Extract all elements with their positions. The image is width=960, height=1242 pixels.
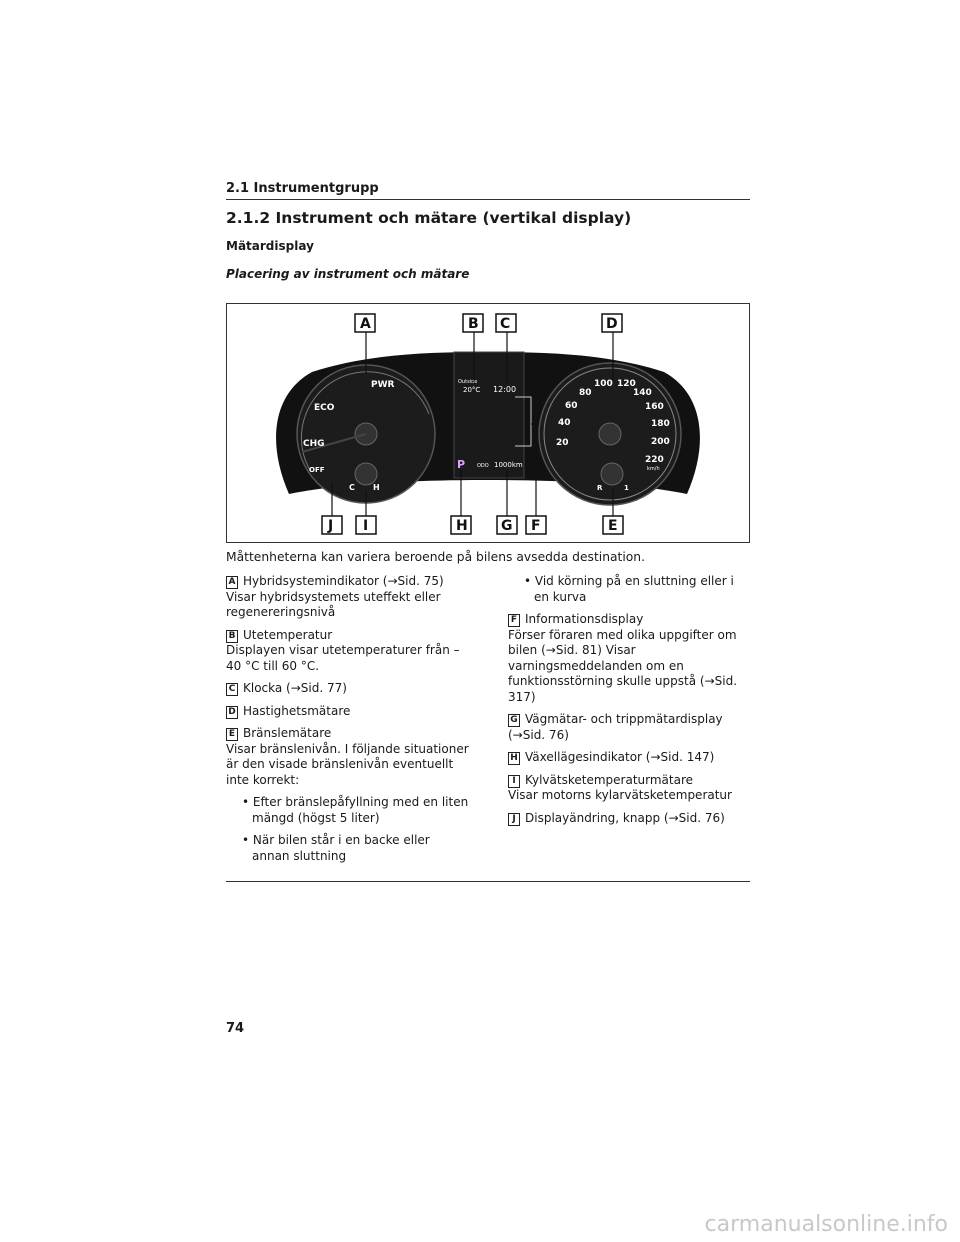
speed-tick-100: 100 [594, 379, 613, 389]
item-E-bullet-3: • Vid körning på en sluttning eller i en kurva [524, 574, 734, 604]
item-G-title: Vägmätar- och trippmätardisplay (→Sid. 76) [508, 712, 723, 742]
left-column [226, 574, 470, 871]
odo-value: 1000km [494, 461, 523, 469]
item-J-title: Displayändring, knapp (→Sid. 76) [525, 810, 725, 825]
label-C [496, 314, 516, 332]
item-A-desc: Visar hybridsystemets uteffekt eller regenereringsnivå [226, 589, 441, 619]
pwr-label: PWR [371, 380, 395, 390]
clock-display: 12:00 [493, 385, 517, 394]
speed-tick-160: 160 [645, 402, 664, 412]
section-heading: 2.1 Instrumentgrupp [226, 181, 379, 196]
outside-label: Outside [458, 379, 478, 385]
fuel-one-label: 1 [624, 484, 629, 492]
label-F [526, 516, 546, 534]
odo-label: ODO [477, 463, 489, 469]
item-E-desc: Visar bränslenivån. I följande situationer är den visade bränslenivån eventuellt inte korrekt: [226, 741, 469, 787]
item-J [508, 811, 750, 827]
label-D [602, 314, 622, 332]
label-G [497, 516, 517, 534]
page-title: 2.1.2 Instrument och mätare (vertikal display) [226, 209, 632, 227]
label-H [451, 516, 471, 534]
item-E [226, 726, 470, 788]
badge-J: J [508, 813, 520, 826]
item-G [508, 712, 750, 743]
figure-caption: Placering av instrument och mätare [226, 267, 470, 281]
item-B [226, 628, 470, 675]
right-column [508, 574, 750, 833]
instrument-cluster-illustration [227, 304, 749, 542]
speed-tick-40: 40 [558, 418, 571, 428]
badge-G: G [508, 714, 520, 727]
item-A-title: Hybridsystemindikator (→Sid. 75) [243, 574, 444, 588]
outside-temp: 20°C [463, 386, 481, 394]
gear-indicator: P [457, 458, 466, 471]
item-F-desc: Förser föraren med olika uppgifter om bilen (→Sid. 81) Visar varningsmeddelanden om en funktionsstörning skulle uppstå (→Sid. 317) [508, 627, 738, 704]
speed-tick-220: 220 [645, 455, 664, 465]
item-I [508, 773, 750, 804]
bottom-rule [226, 881, 750, 882]
svg-text:E: E [608, 518, 618, 534]
fuel-r-label: R [597, 484, 603, 492]
svg-text:C: C [500, 316, 511, 332]
speed-tick-180: 180 [651, 419, 670, 429]
item-D-title: Hastighetsmätare [243, 703, 351, 718]
speed-tick-140: 140 [633, 388, 652, 398]
label-J [322, 516, 342, 534]
svg-text:J: J [328, 518, 334, 534]
svg-text:A: A [360, 316, 371, 332]
label-B [463, 314, 483, 332]
item-H [508, 750, 750, 766]
chg-label: CHG [303, 439, 325, 449]
item-E-title: Bränslemätare [243, 726, 332, 740]
eco-label: ECO [314, 403, 335, 413]
item-B-desc: Displayen visar utetemperaturer från –40 °C till 60 °C. [226, 643, 460, 673]
cold-label: C [349, 483, 355, 492]
item-E-bullet-2: • När bilen står i en backe eller annan sluttning [242, 833, 430, 863]
label-A [355, 314, 375, 332]
speed-tick-60: 60 [565, 401, 578, 411]
badge-A: A [226, 576, 238, 589]
item-C-title: Klocka (→Sid. 77) [243, 681, 347, 695]
item-I-title: Kylvätsketemperaturmätare [525, 772, 693, 787]
svg-text:I: I [363, 518, 369, 534]
badge-C: C [226, 683, 238, 696]
label-E [603, 516, 623, 534]
item-A [226, 574, 470, 621]
item-F-title: Informationsdisplay [525, 612, 644, 626]
item-C [226, 681, 470, 697]
item-E-bullet-1: • Efter bränslepåfyllning med en liten mängd (högst 5 liter) [242, 795, 469, 825]
section-rule [226, 199, 750, 200]
badge-D: D [226, 706, 238, 719]
page-number: 74 [226, 1021, 245, 1036]
hot-label: H [373, 483, 380, 492]
speedometer-hub [599, 423, 621, 445]
watermark: carmanualsonline.info [704, 1212, 948, 1237]
fuel-gauge-hub [601, 463, 623, 485]
subheading: Mätardisplay [226, 239, 314, 253]
svg-text:F: F [531, 518, 541, 534]
item-H-title: Växellägesindikator (→Sid. 147) [525, 750, 715, 764]
item-B-title: Utetemperatur [243, 627, 333, 642]
speed-tick-20: 20 [556, 438, 569, 448]
badge-F: F [508, 614, 520, 627]
speed-tick-200: 200 [651, 437, 670, 447]
off-label: OFF [309, 466, 325, 474]
speed-unit: km/h [647, 466, 660, 472]
item-F [508, 612, 750, 705]
svg-text:B: B [468, 316, 479, 332]
item-D [226, 704, 470, 720]
svg-text:G: G [501, 518, 513, 534]
temp-gauge-hub [355, 463, 377, 485]
unit-note: Måttenheterna kan variera beroende på bilens avsedda destination. [226, 550, 645, 564]
badge-B: B [226, 630, 238, 643]
label-I [356, 516, 376, 534]
svg-text:H: H [456, 518, 468, 534]
speed-tick-80: 80 [579, 388, 592, 398]
item-I-desc: Visar motorns kylarvätsketemperatur [508, 788, 732, 802]
instrument-cluster-figure [226, 303, 750, 543]
svg-text:D: D [606, 316, 618, 332]
badge-I: I [508, 775, 520, 788]
badge-H: H [508, 752, 520, 765]
speed-tick-120: 120 [617, 379, 636, 389]
badge-E: E [226, 728, 238, 741]
